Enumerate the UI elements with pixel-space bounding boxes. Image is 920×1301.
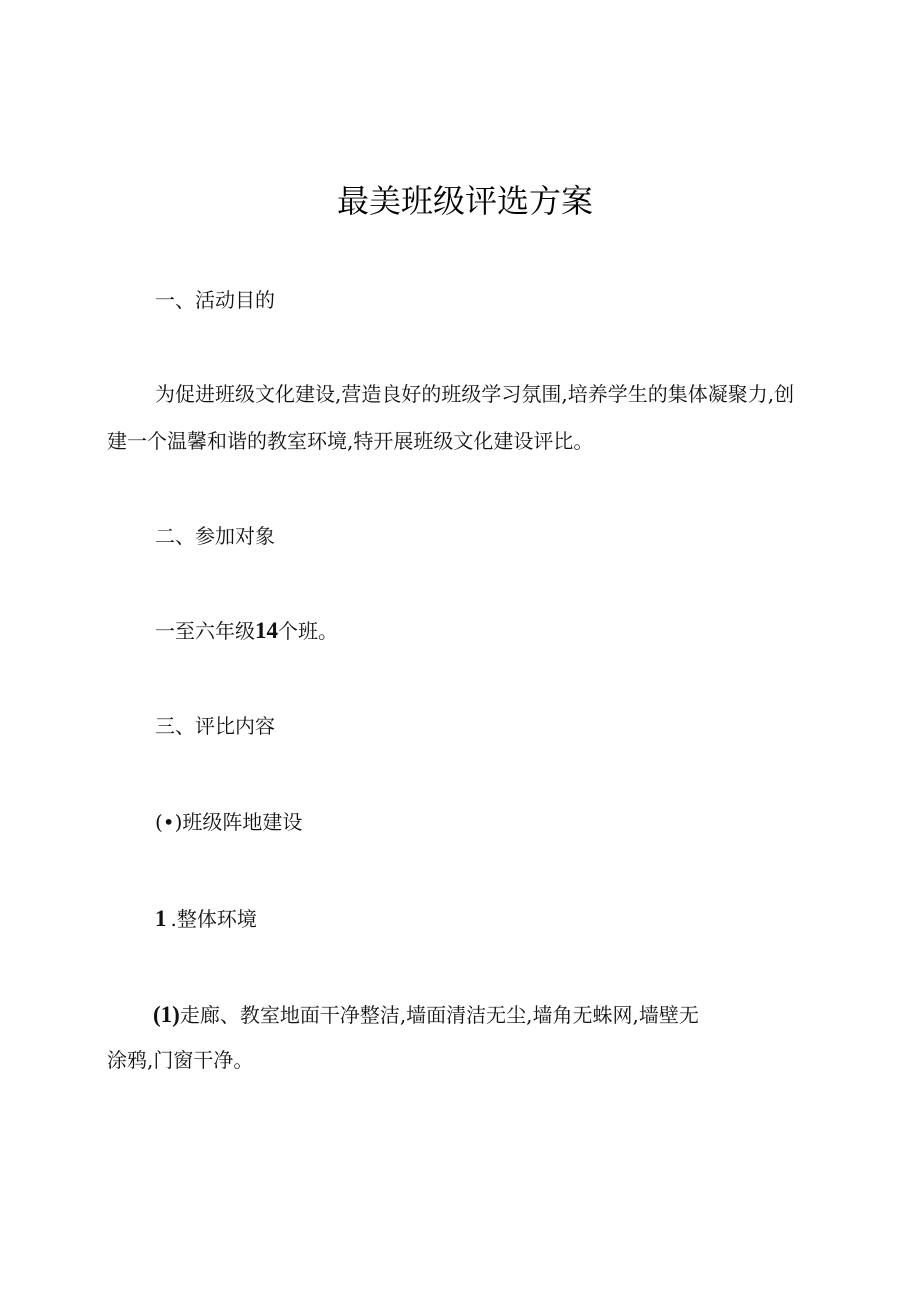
- point-line-1: [153, 1001, 699, 1029]
- item-number: 1: [155, 906, 167, 931]
- participants-text: [155, 617, 338, 645]
- section-heading-participants: 二、参加对象: [155, 524, 275, 548]
- section-heading-content: 三、评比内容: [155, 714, 275, 738]
- participants-text-suffix: 个班。: [278, 619, 338, 643]
- subheading-class-area: (•)班级阵地建设: [155, 810, 303, 834]
- participants-class-count: 14: [255, 618, 278, 643]
- point-line-2: 涂鸦,门窗干净。: [107, 1048, 254, 1072]
- participants-text-prefix: 一至六年级: [155, 619, 255, 643]
- purpose-paragraph-line-1: 为促进班级文化建设,营造良好的班级学习氛围,培养学生的集体凝聚力,创: [155, 382, 795, 406]
- document-title: 最美班级评选方案: [336, 182, 593, 220]
- purpose-paragraph-line-2: 建一个温馨和谐的教室环境,特开展班级文化建设评比。: [107, 429, 594, 453]
- item-label: .整体环境: [170, 907, 257, 931]
- item-overall-environment: [155, 905, 257, 933]
- section-heading-purpose: 一、活动目的: [155, 288, 275, 312]
- point-number: (1): [153, 1002, 180, 1027]
- point-text-line-1: 走廊、教室地面干净整洁,墙面清洁无尘,墙角无蛛网,墙壁无: [179, 1003, 699, 1027]
